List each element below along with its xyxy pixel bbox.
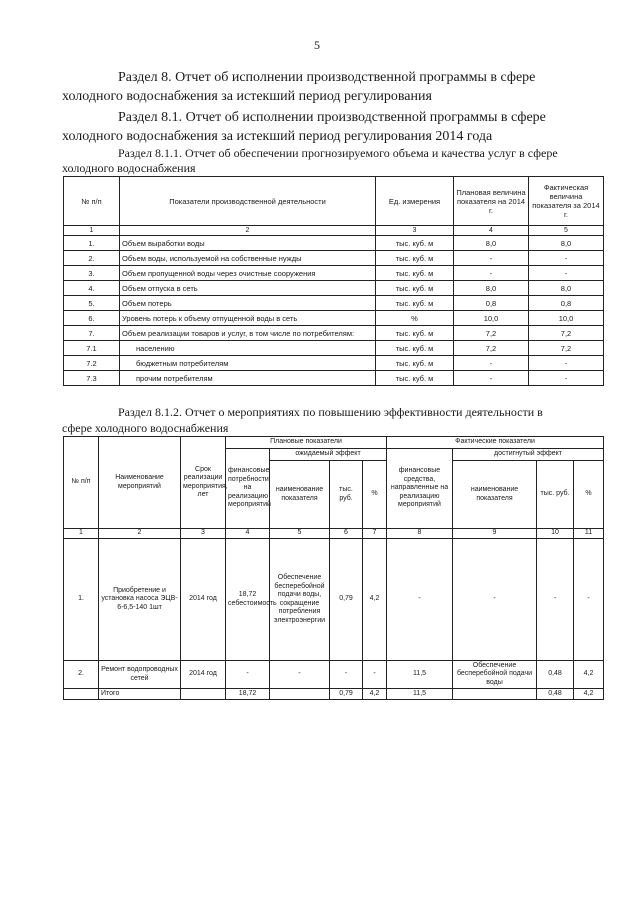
table-row	[64, 371, 604, 386]
total-plan-rub: 0,79	[330, 689, 363, 700]
total-plan-financing: 18,72	[226, 689, 270, 700]
row-indicator: прочим потребителям	[120, 371, 376, 386]
row-fact-financing: 11,5	[387, 661, 453, 689]
index-cell: 2	[99, 529, 181, 539]
col-number-header: № п/п	[64, 437, 99, 529]
row-plan: -	[454, 356, 529, 371]
row-number: 2.	[64, 251, 120, 266]
row-unit: тыс. куб. м	[376, 326, 454, 341]
index-cell: 10	[537, 529, 574, 539]
section-8-1-heading-line1: Раздел 8.1. Отчет об исполнении производственной программы в сфере	[118, 110, 546, 125]
row-plan: 8,0	[454, 236, 529, 251]
row-measure-name: Приобретение и установка насоса ЭЦВ- 6-6,5-140 1шт	[99, 539, 181, 661]
row-indicator: Объем потерь	[120, 296, 376, 311]
table-row	[64, 236, 604, 251]
row-indicator: Объем пропущенной воды через очистные сооружения	[120, 266, 376, 281]
row-fact-pct: 4,2	[574, 661, 604, 689]
row-plan: 7,2	[454, 326, 529, 341]
table-row	[64, 539, 604, 661]
expected-effect-header: ожидаемый эффект	[270, 449, 387, 461]
row-indicator: Объем воды, используемой на собственные нужды	[120, 251, 376, 266]
plan-indicators-header: Плановые показатели	[226, 437, 387, 449]
production-indicators-table	[63, 176, 604, 386]
row-indicator: Объем отпуска в сеть	[120, 281, 376, 296]
page-number: 5	[314, 38, 320, 52]
row-unit: тыс. куб. м	[376, 341, 454, 356]
row-fact: 7,2	[529, 326, 604, 341]
table-row	[64, 661, 604, 689]
row-unit: тыс. куб. м	[376, 266, 454, 281]
fact-indicators-header: Фактические показатели	[387, 437, 604, 449]
index-cell: 1	[64, 226, 120, 236]
row-fact-effect-name: -	[453, 539, 537, 661]
col-term-header: Срок реализации мероприятия, лет	[181, 437, 226, 529]
table-row	[64, 326, 604, 341]
fact-effect-pct-header: %	[574, 461, 604, 529]
index-cell: 1	[64, 529, 99, 539]
total-row	[64, 689, 604, 700]
index-cell: 2	[120, 226, 376, 236]
row-number: 6.	[64, 311, 120, 326]
row-fact: -	[529, 371, 604, 386]
row-plan-financing: 18,72 себестоимость	[226, 539, 270, 661]
row-indicator: Уровень потерь к объему отпущенной воды в сеть	[120, 311, 376, 326]
row-measure-name: Ремонт водопроводных сетей	[99, 661, 181, 689]
index-cell: 7	[363, 529, 387, 539]
fact-effect-name-header: наименование показателя	[453, 461, 537, 529]
achieved-effect-header: достигнутый эффект	[453, 449, 604, 461]
index-cell: 6	[330, 529, 363, 539]
row-indicator: населению	[120, 341, 376, 356]
row-fact: -	[529, 266, 604, 281]
plan-effect-pct-header: %	[363, 461, 387, 529]
row-indicator: бюджетным потребителям	[120, 356, 376, 371]
row-fact-financing: -	[387, 539, 453, 661]
section-8-heading-line1: Раздел 8. Отчет об исполнении производственной программы в сфере	[118, 70, 536, 85]
row-plan: 0,8	[454, 296, 529, 311]
fact-financing-header: финансовые средства, направленные на реализацию мероприятий	[387, 449, 453, 529]
row-number: 3.	[64, 266, 120, 281]
total-fact-financing: 11,5	[387, 689, 453, 700]
row-unit: тыс. куб. м	[376, 356, 454, 371]
row-number: 1.	[64, 539, 99, 661]
row-plan-rub: 0,79	[330, 539, 363, 661]
table-row	[64, 311, 604, 326]
row-fact-pct: -	[574, 539, 604, 661]
row-fact-rub: -	[537, 539, 574, 661]
table-row	[64, 251, 604, 266]
row-plan-effect-name: -	[270, 661, 330, 689]
fact-effect-rub-header: тыс. руб.	[537, 461, 574, 529]
section-8-1-2-heading-line1: Раздел 8.1.2. Отчет о мероприятиях по повышению эффективности деятельности в	[118, 405, 543, 419]
row-number: 4.	[64, 281, 120, 296]
index-cell: 11	[574, 529, 604, 539]
index-cell: 5	[270, 529, 330, 539]
row-plan-pct: 4,2	[363, 539, 387, 661]
row-fact: 8,0	[529, 236, 604, 251]
row-number: 7.	[64, 326, 120, 341]
plan-financing-header: финансовые потребности на реализацию мероприятий	[226, 449, 270, 529]
column-index-row	[64, 226, 604, 236]
row-fact: -	[529, 356, 604, 371]
row-unit: тыс. куб. м	[376, 281, 454, 296]
col-measure-name-header: Наименование мероприятий	[99, 437, 181, 529]
row-plan: -	[454, 371, 529, 386]
section-8-1-2-heading-line2: сфере холодного водоснабжения	[62, 421, 229, 435]
table-row	[64, 341, 604, 356]
row-plan-rub: -	[330, 661, 363, 689]
table-row	[64, 296, 604, 311]
index-cell: 5	[529, 226, 604, 236]
column-index-row	[64, 529, 604, 539]
row-number: 5.	[64, 296, 120, 311]
row-indicator: Объем реализации товаров и услуг, в том числе по потребителям:	[120, 326, 376, 341]
row-fact-effect-name: Обеспечение бесперебойной подачи воды	[453, 661, 537, 689]
row-term: 2014 год	[181, 539, 226, 661]
index-cell: 3	[376, 226, 454, 236]
table-row	[64, 356, 604, 371]
row-number: 1.	[64, 236, 120, 251]
index-cell: 4	[454, 226, 529, 236]
row-number: 7.2	[64, 356, 120, 371]
row-unit: тыс. куб. м	[376, 371, 454, 386]
row-unit: тыс. куб. м	[376, 251, 454, 266]
row-number: 2.	[64, 661, 99, 689]
table-row	[64, 281, 604, 296]
index-cell: 3	[181, 529, 226, 539]
row-term: 2014 год	[181, 661, 226, 689]
row-plan-effect-name: Обеспечение бесперебойной подачи воды, сокращение потребления электроэнергии	[270, 539, 330, 661]
row-fact: 8,0	[529, 281, 604, 296]
col-unit-header: Ед. измерения	[376, 177, 454, 226]
total-label: Итого	[99, 689, 181, 700]
row-unit: %	[376, 311, 454, 326]
col-number-header: № п/п	[64, 177, 120, 226]
row-number: 7.1	[64, 341, 120, 356]
row-plan: 7,2	[454, 341, 529, 356]
section-8-1-1-heading-line1: Раздел 8.1.1. Отчет об обеспечении прогнозируемого объема и качества услуг в сфере	[118, 146, 558, 160]
row-plan: -	[454, 266, 529, 281]
row-plan: 8,0	[454, 281, 529, 296]
row-plan-pct: -	[363, 661, 387, 689]
total-fact-rub: 0,48	[537, 689, 574, 700]
col-indicator-header: Показатели производственной деятельности	[120, 177, 376, 226]
row-fact: 7,2	[529, 341, 604, 356]
section-8-1-heading-line2: холодного водоснабжения за истекший период регулирования 2014 года	[62, 129, 493, 144]
row-fact: 0,8	[529, 296, 604, 311]
row-fact-rub: 0,48	[537, 661, 574, 689]
plan-effect-name-header: наименование показателя	[270, 461, 330, 529]
index-cell: 8	[387, 529, 453, 539]
total-plan-pct: 4,2	[363, 689, 387, 700]
efficiency-measures-table	[63, 436, 604, 700]
index-cell: 4	[226, 529, 270, 539]
row-unit: тыс. куб. м	[376, 236, 454, 251]
col-plan-header: Плановая величина показателя на 2014 г.	[454, 177, 529, 226]
section-8-1-1-heading-line2: холодного водоснабжения	[62, 161, 196, 175]
plan-effect-rub-header: тыс. руб.	[330, 461, 363, 529]
row-plan: -	[454, 251, 529, 266]
index-cell: 9	[453, 529, 537, 539]
row-number: 7.3	[64, 371, 120, 386]
row-indicator: Объем выработки воды	[120, 236, 376, 251]
table-row	[64, 266, 604, 281]
col-fact-header: Фактическая величина показателя за 2014 г.	[529, 177, 604, 226]
row-plan-financing: -	[226, 661, 270, 689]
section-8-heading-line2: холодного водоснабжения за истекший период регулирования	[62, 89, 432, 104]
row-unit: тыс. куб. м	[376, 296, 454, 311]
total-fact-pct: 4,2	[574, 689, 604, 700]
row-plan: 10,0	[454, 311, 529, 326]
row-fact: 10,0	[529, 311, 604, 326]
row-fact: -	[529, 251, 604, 266]
